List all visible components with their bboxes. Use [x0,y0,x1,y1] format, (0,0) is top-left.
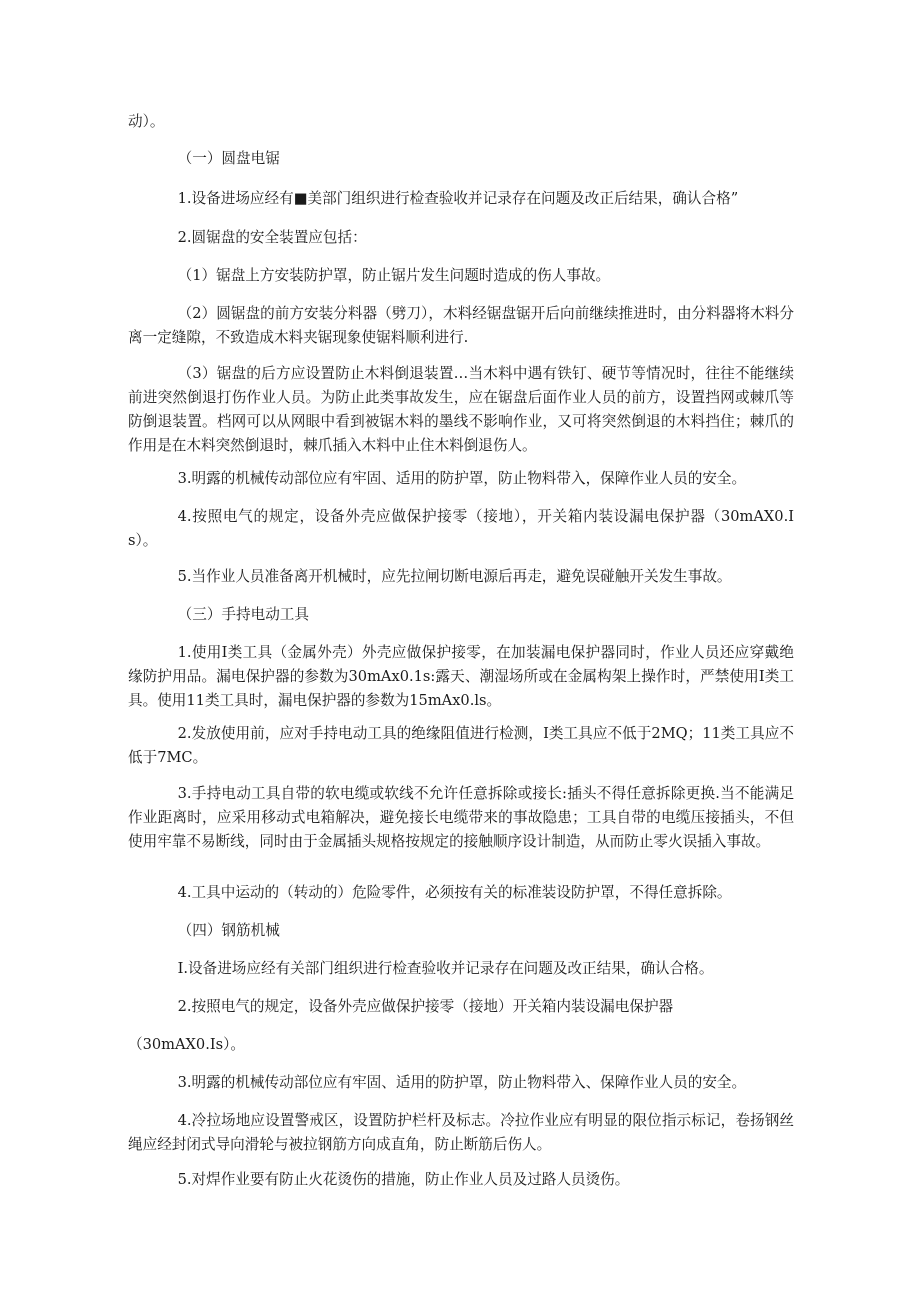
paragraph-item: （30mAX0.Is）。 [128,1036,245,1053]
section-heading-circular-saw: （一）圆盘电锯 [177,150,280,167]
section-heading-rebar-machinery: （四）钢筋机械 [177,922,280,939]
paragraph-item: 4.按照电气的规定，设备外壳应做保护接零（接地），开关箱内装设漏电保护器（30mAX0.Is）。 [128,508,794,549]
paragraph-item: 2.按照电气的规定，设备外壳应做保护接零（接地）开关箱内装设漏电保护器 [177,998,674,1015]
paragraph-item: 2.圆锯盘的安全装置应包括： [177,229,367,246]
paragraph-item: 3.明露的机械传动部位应有牢固、适用的防护罩，防止物料带入，保障作业人员的安全。 [177,470,747,487]
paragraph-item: 3.明露的机械传动部位应有牢固、适用的防护罩，防止物料带入、保障作业人员的安全。 [177,1074,747,1091]
section-heading-hand-tools: （三）手持电动工具 [177,606,309,623]
paragraph-item: I.设备进场应经有关部门组织进行检查验收并记录存在问题及改正结果，确认合格。 [177,960,714,977]
paragraph-item: 4.工具中运动的（转动的）危险零件，必须按有关的标准装设防护罩，不得任意拆除。 [177,884,732,901]
paragraph-item: 4.冷拉场地应设置警戒区，设置防护栏杆及标志。冷拉作业应有明显的限位指示标记，卷扬钢丝绳应经封闭式导向滑轮与被拉钢筋方向成直角，防止断筋后伤人。 [128,1112,794,1153]
paragraph-item: 1.设备进场应经有■美部门组织进行检查验收并记录存在问题及改正后结果，确认合格” [177,190,739,207]
paragraph-item: 1.使用I类工具（金属外壳）外壳应做保护接零，在加装漏电保护器同时，作业人员还应穿戴绝缘防护用品。漏电保护器的参数为30mAx0.1s:露天、潮湿场所或在金属构架上操作时，严禁使用I类工具。使用11类工具时，漏电保护器的参数为15mAx0.ls。 [128,644,794,709]
paragraph-item: （2）圆锯盘的前方安装分料器（劈刀），木料经锯盘锯开后向前继续推进时，由分料器将木料分离一定缝隙，不致造成木料夹锯现象使锯料顺利进行. [128,305,794,346]
paragraph-item: （3）锯盘的后方应设置防止木料倒退装置…当木料中遇有铁钉、硬节等情况时，往往不能继续前进突然倒退打伤作业人员。为防止此类事故发生，应在锯盘后面作业人员的前方，设置挡网或棘爪等防倒退装置。档网可以从网眼中看到被锯木料的墨线不影响作业，又可将突然倒退的木料挡住；棘爪的作用是在木料突然倒退时，棘爪插入木料中止住木料倒退伤人。 [128,365,794,454]
paragraph-item: 5.对焊作业要有防止火花烫伤的措施，防止作业人员及过路人员烫伤。 [177,1171,630,1188]
paragraph-item: （1）锯盘上方安装防护罩，防止锯片发生问题时造成的伤人事故。 [177,267,611,284]
paragraph-item: 2.发放使用前，应对手持电动工具的绝缘阻值进行检测，I类工具应不低于2MQ；11类工具应不低于7MC。 [128,725,794,766]
paragraph-item: 3.手持电动工具自带的软电缆或软线不允许任意拆除或接长:插头不得任意拆除更换.当不能满足作业距离时，应采用移动式电箱解决，避免接长电缆带来的事故隐患；工具自带的电缆压接插头，不但使用牢靠不易断线，同时由于金属插头规格按规定的接触顺序设计制造，从而防止零火误插入事故。 [128,785,794,850]
paragraph-item: 5.当作业人员准备离开机械时，应先拉闸切断电源后再走，避免误碰触开关发生事故。 [177,568,732,585]
paragraph-continuation: 动）。 [128,113,165,130]
